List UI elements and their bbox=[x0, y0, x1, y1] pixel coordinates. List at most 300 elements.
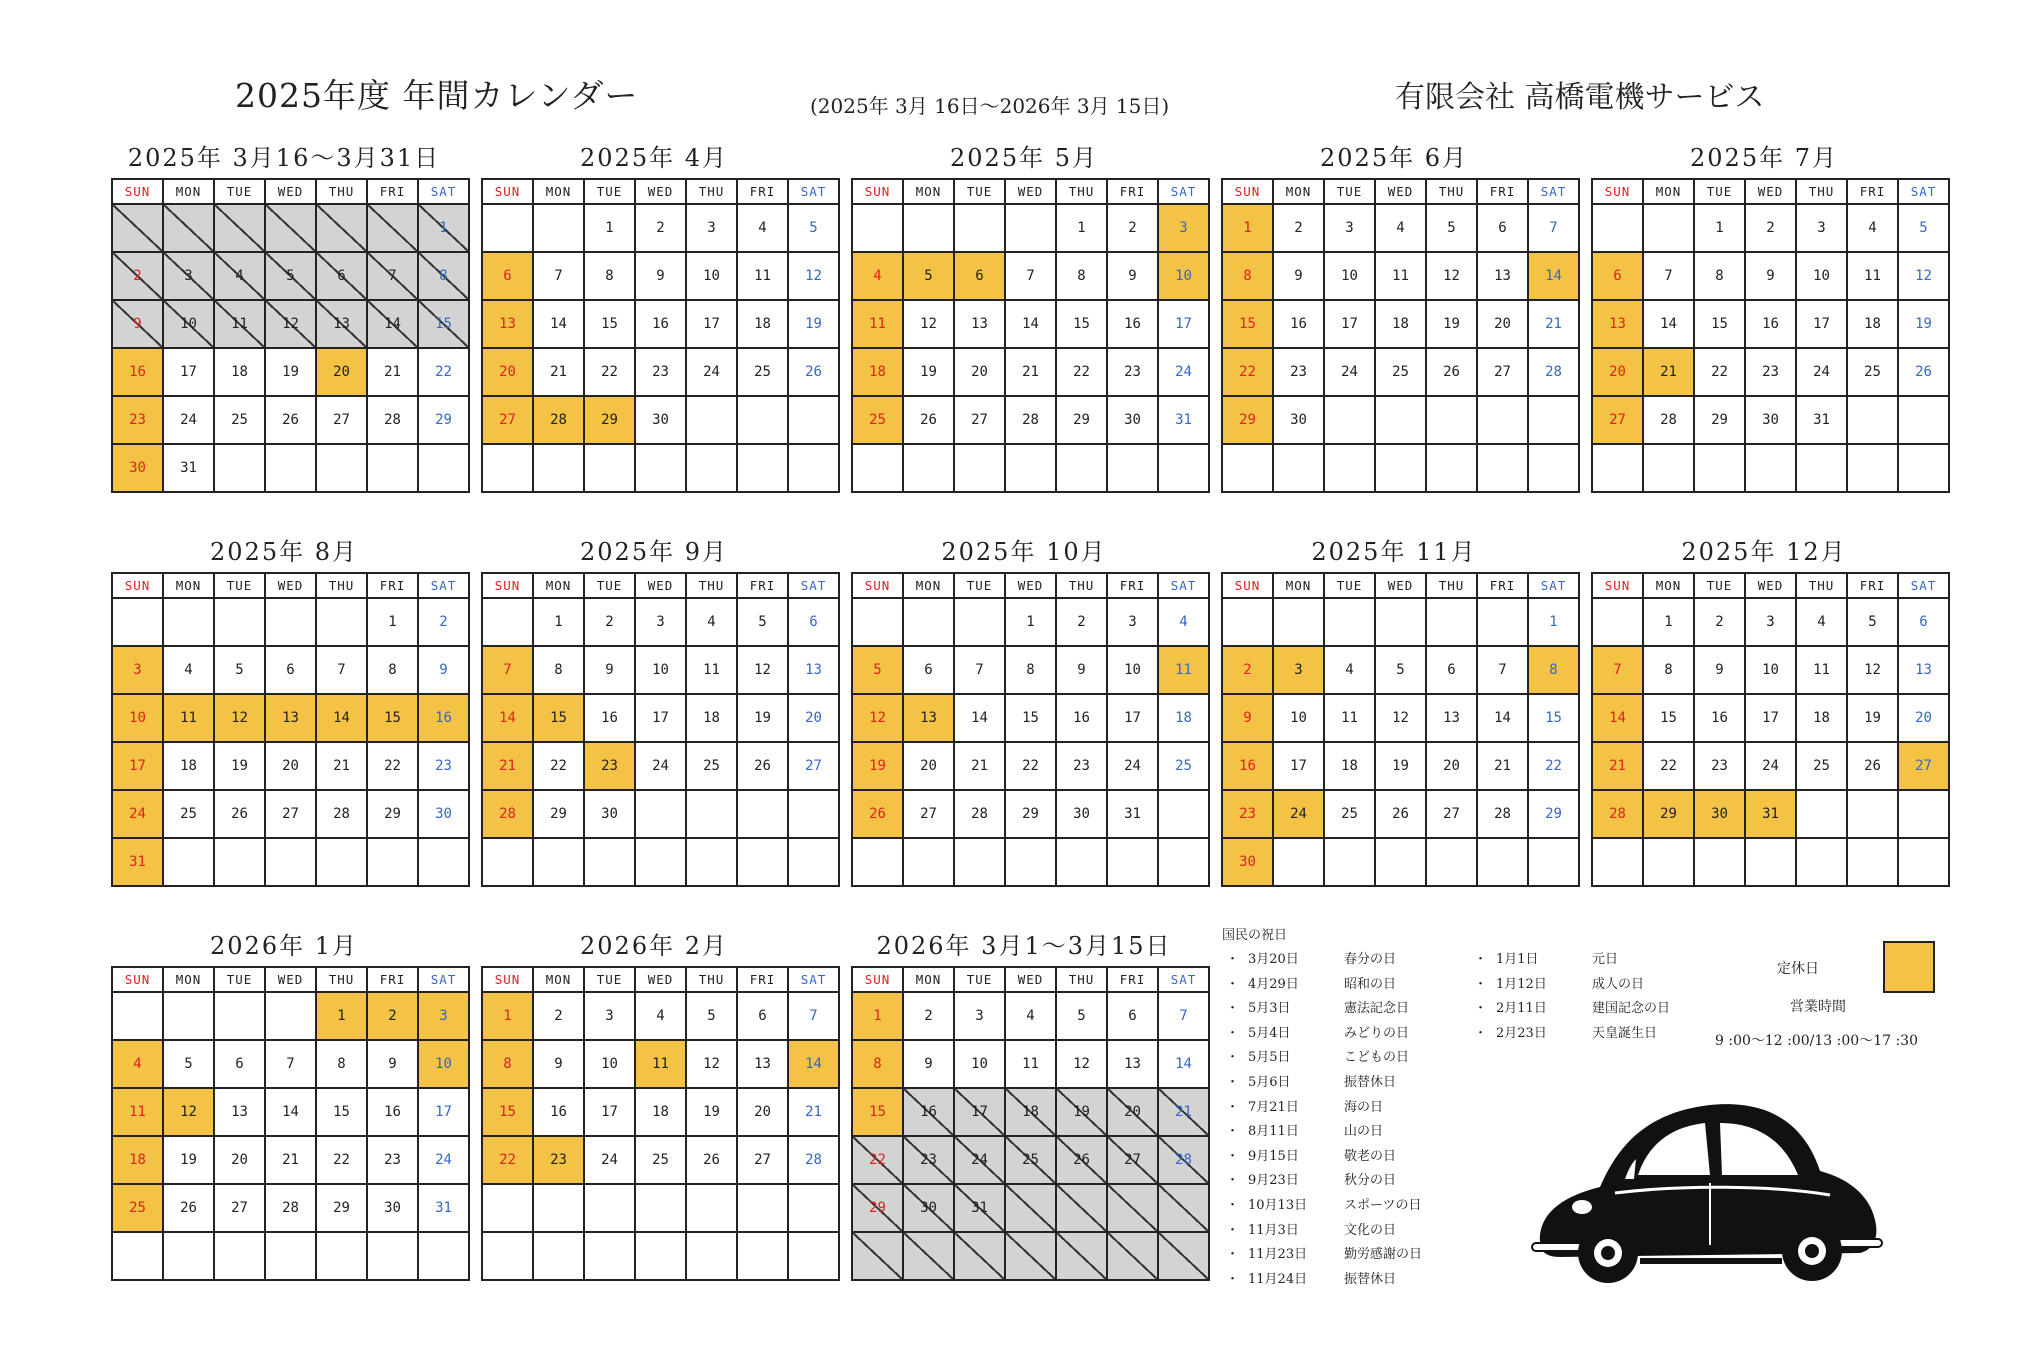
empty-cell bbox=[954, 444, 1005, 492]
empty-cell bbox=[533, 838, 584, 886]
day-cell: 10 bbox=[954, 1040, 1005, 1088]
day-cell: 19 bbox=[852, 742, 903, 790]
day-cell: 10 bbox=[1107, 646, 1158, 694]
day-cell: 7 bbox=[788, 992, 839, 1040]
day-cell: 10 bbox=[1324, 252, 1375, 300]
day-cell: 7 bbox=[316, 646, 367, 694]
day-cell: 30 bbox=[1694, 790, 1745, 838]
empty-cell bbox=[1324, 396, 1375, 444]
day-cell: 19 bbox=[1056, 1088, 1107, 1136]
day-cell: 12 bbox=[788, 252, 839, 300]
day-cell: 23 bbox=[903, 1136, 954, 1184]
month-title: 2025年 3月16～3月31日 bbox=[127, 144, 441, 172]
day-cell: 16 bbox=[533, 1088, 584, 1136]
empty-cell bbox=[852, 598, 903, 646]
day-cell: 15 bbox=[367, 694, 418, 742]
empty-cell bbox=[1056, 1184, 1107, 1232]
day-cell: 1 bbox=[1694, 204, 1745, 252]
day-cell: 7 bbox=[265, 1040, 316, 1088]
holiday-item bbox=[1226, 1071, 1436, 1089]
day-cell: 26 bbox=[852, 790, 903, 838]
empty-cell bbox=[1796, 790, 1847, 838]
day-cell: 14 bbox=[1528, 252, 1579, 300]
day-cell: 11 bbox=[163, 694, 214, 742]
day-cell: 5 bbox=[1056, 992, 1107, 1040]
day-cell: 10 bbox=[1745, 646, 1796, 694]
day-cell: 29 bbox=[1005, 790, 1056, 838]
day-cell: 30 bbox=[1107, 396, 1158, 444]
day-cell: 18 bbox=[1796, 694, 1847, 742]
day-cell: 21 bbox=[954, 742, 1005, 790]
day-cell: 26 bbox=[1898, 348, 1949, 396]
month-calendar bbox=[1591, 178, 1950, 493]
holiday-item bbox=[1226, 948, 1436, 966]
holiday-date: 8月11日 bbox=[1248, 1124, 1299, 1140]
closed-day-swatch bbox=[1883, 941, 1935, 993]
day-cell: 6 bbox=[1107, 992, 1158, 1040]
day-cell: 8 bbox=[367, 646, 418, 694]
day-cell: 4 bbox=[737, 204, 788, 252]
holiday-date: 5月3日 bbox=[1248, 1001, 1291, 1017]
weekday-header: MON bbox=[1643, 179, 1694, 204]
weekday-header: THU bbox=[686, 179, 737, 204]
day-cell: 5 bbox=[1847, 598, 1898, 646]
day-cell: 14 bbox=[1592, 694, 1643, 742]
day-cell: 2 bbox=[1107, 204, 1158, 252]
day-cell: 14 bbox=[788, 1040, 839, 1088]
day-cell: 25 bbox=[635, 1136, 686, 1184]
month-title: 2025年 9月 bbox=[580, 538, 728, 566]
weekday-header: MON bbox=[1273, 573, 1324, 598]
day-cell: 29 bbox=[316, 1184, 367, 1232]
empty-cell bbox=[316, 598, 367, 646]
day-cell: 10 bbox=[1796, 252, 1847, 300]
month-calendar bbox=[851, 966, 1210, 1281]
day-cell: 29 bbox=[584, 396, 635, 444]
holiday-name: 振替休日 bbox=[1344, 1075, 1397, 1090]
day-cell: 18 bbox=[1158, 694, 1209, 742]
empty-cell bbox=[214, 1232, 265, 1280]
day-cell: 14 bbox=[533, 300, 584, 348]
holiday-item bbox=[1226, 1219, 1436, 1237]
day-cell: 8 bbox=[1643, 646, 1694, 694]
day-cell: 18 bbox=[635, 1088, 686, 1136]
day-cell: 1 bbox=[852, 992, 903, 1040]
weekday-header: THU bbox=[316, 967, 367, 992]
day-cell: 17 bbox=[1745, 694, 1796, 742]
day-cell: 4 bbox=[112, 1040, 163, 1088]
day-cell: 3 bbox=[418, 992, 469, 1040]
day-cell: 22 bbox=[367, 742, 418, 790]
day-cell: 3 bbox=[112, 646, 163, 694]
empty-cell bbox=[788, 790, 839, 838]
day-cell: 3 bbox=[163, 252, 214, 300]
day-cell: 25 bbox=[1158, 742, 1209, 790]
day-cell: 21 bbox=[482, 742, 533, 790]
day-cell: 8 bbox=[852, 1040, 903, 1088]
day-cell: 28 bbox=[1643, 396, 1694, 444]
empty-cell bbox=[1847, 396, 1898, 444]
day-cell: 24 bbox=[954, 1136, 1005, 1184]
empty-cell bbox=[1107, 444, 1158, 492]
day-cell: 23 bbox=[1222, 790, 1273, 838]
holiday-name: 成人の日 bbox=[1592, 976, 1645, 992]
holiday-name: 山の日 bbox=[1344, 1124, 1384, 1140]
day-cell: 4 bbox=[1375, 204, 1426, 252]
holiday-date: 2月11日 bbox=[1496, 1001, 1547, 1017]
day-cell: 22 bbox=[316, 1136, 367, 1184]
day-cell: 28 bbox=[482, 790, 533, 838]
day-cell: 28 bbox=[533, 396, 584, 444]
weekday-header: FRI bbox=[737, 967, 788, 992]
empty-cell bbox=[214, 838, 265, 886]
holiday-name: 秋分の日 bbox=[1344, 1173, 1397, 1189]
bullet-icon: ・ bbox=[1226, 1075, 1240, 1090]
day-cell: 3 bbox=[635, 598, 686, 646]
empty-cell bbox=[1056, 1232, 1107, 1280]
weekday-header: SUN bbox=[1222, 573, 1273, 598]
day-cell: 21 bbox=[1477, 742, 1528, 790]
day-cell: 15 bbox=[1005, 694, 1056, 742]
day-cell: 4 bbox=[686, 598, 737, 646]
empty-cell bbox=[852, 444, 903, 492]
weekday-header: SUN bbox=[852, 179, 903, 204]
day-cell: 6 bbox=[265, 646, 316, 694]
weekday-header: SAT bbox=[1528, 573, 1579, 598]
weekday-header: TUE bbox=[214, 967, 265, 992]
bullet-icon: ・ bbox=[1226, 1124, 1240, 1140]
day-cell: 9 bbox=[1694, 646, 1745, 694]
day-cell: 27 bbox=[1426, 790, 1477, 838]
day-cell: 25 bbox=[1324, 790, 1375, 838]
empty-cell bbox=[852, 204, 903, 252]
empty-cell bbox=[1005, 838, 1056, 886]
weekday-header: WED bbox=[265, 967, 316, 992]
day-cell: 30 bbox=[1222, 838, 1273, 886]
empty-cell bbox=[1056, 838, 1107, 886]
day-cell: 9 bbox=[418, 646, 469, 694]
empty-cell bbox=[1324, 598, 1375, 646]
day-cell: 18 bbox=[163, 742, 214, 790]
day-cell: 31 bbox=[1107, 790, 1158, 838]
day-cell: 31 bbox=[954, 1184, 1005, 1232]
day-cell: 21 bbox=[316, 742, 367, 790]
day-cell: 2 bbox=[112, 252, 163, 300]
day-cell: 18 bbox=[686, 694, 737, 742]
day-cell: 28 bbox=[1158, 1136, 1209, 1184]
empty-cell bbox=[112, 1232, 163, 1280]
holiday-item bbox=[1474, 973, 1684, 991]
day-cell: 11 bbox=[852, 300, 903, 348]
day-cell: 20 bbox=[737, 1088, 788, 1136]
day-cell: 5 bbox=[1375, 646, 1426, 694]
day-cell: 27 bbox=[265, 790, 316, 838]
empty-cell bbox=[1528, 838, 1579, 886]
empty-cell bbox=[482, 444, 533, 492]
weekday-header: FRI bbox=[1107, 573, 1158, 598]
holiday-item bbox=[1474, 948, 1684, 966]
holiday-date: 5月4日 bbox=[1248, 1025, 1291, 1041]
weekday-header: FRI bbox=[367, 573, 418, 598]
day-cell: 24 bbox=[1158, 348, 1209, 396]
holiday-date: 5月6日 bbox=[1248, 1075, 1291, 1090]
weekday-header: MON bbox=[163, 179, 214, 204]
day-cell: 31 bbox=[1158, 396, 1209, 444]
day-cell: 18 bbox=[1847, 300, 1898, 348]
day-cell: 9 bbox=[635, 252, 686, 300]
holiday-item bbox=[1226, 1096, 1436, 1114]
day-cell: 13 bbox=[1107, 1040, 1158, 1088]
empty-cell bbox=[1592, 598, 1643, 646]
weekday-header: WED bbox=[1375, 573, 1426, 598]
day-cell: 14 bbox=[316, 694, 367, 742]
day-cell: 15 bbox=[852, 1088, 903, 1136]
bullet-icon: ・ bbox=[1226, 1222, 1240, 1238]
empty-cell bbox=[954, 1232, 1005, 1280]
day-cell: 23 bbox=[1056, 742, 1107, 790]
empty-cell bbox=[1158, 838, 1209, 886]
empty-cell bbox=[635, 790, 686, 838]
day-cell: 16 bbox=[1222, 742, 1273, 790]
weekday-header: WED bbox=[635, 573, 686, 598]
day-cell: 2 bbox=[533, 992, 584, 1040]
month-title: 2025年 10月 bbox=[941, 538, 1107, 566]
day-cell: 16 bbox=[418, 694, 469, 742]
day-cell: 4 bbox=[1324, 646, 1375, 694]
day-cell: 22 bbox=[533, 742, 584, 790]
day-cell: 25 bbox=[1005, 1136, 1056, 1184]
day-cell: 23 bbox=[418, 742, 469, 790]
day-cell: 20 bbox=[214, 1136, 265, 1184]
empty-cell bbox=[112, 598, 163, 646]
empty-cell bbox=[1796, 838, 1847, 886]
weekday-header: THU bbox=[1426, 179, 1477, 204]
empty-cell bbox=[1847, 790, 1898, 838]
empty-cell bbox=[1643, 444, 1694, 492]
day-cell: 2 bbox=[367, 992, 418, 1040]
month-calendar bbox=[851, 178, 1210, 493]
empty-cell bbox=[1375, 838, 1426, 886]
weekday-header: MON bbox=[163, 967, 214, 992]
day-cell: 7 bbox=[367, 252, 418, 300]
day-cell: 26 bbox=[265, 396, 316, 444]
day-cell: 15 bbox=[482, 1088, 533, 1136]
weekday-header: FRI bbox=[1847, 573, 1898, 598]
day-cell: 4 bbox=[1847, 204, 1898, 252]
day-cell: 10 bbox=[163, 300, 214, 348]
holiday-item bbox=[1474, 997, 1684, 1015]
day-cell: 16 bbox=[635, 300, 686, 348]
empty-cell bbox=[265, 444, 316, 492]
day-cell: 1 bbox=[1222, 204, 1273, 252]
day-cell: 14 bbox=[1477, 694, 1528, 742]
day-cell: 17 bbox=[954, 1088, 1005, 1136]
day-cell: 2 bbox=[1056, 598, 1107, 646]
day-cell: 13 bbox=[1426, 694, 1477, 742]
bullet-icon: ・ bbox=[1474, 1001, 1488, 1017]
day-cell: 7 bbox=[1592, 646, 1643, 694]
empty-cell bbox=[788, 838, 839, 886]
day-cell: 28 bbox=[1005, 396, 1056, 444]
weekday-header: MON bbox=[533, 573, 584, 598]
empty-cell bbox=[316, 444, 367, 492]
empty-cell bbox=[1107, 1184, 1158, 1232]
holiday-name: 勤労感謝の日 bbox=[1344, 1247, 1423, 1263]
day-cell: 5 bbox=[1898, 204, 1949, 252]
day-cell: 24 bbox=[112, 790, 163, 838]
day-cell: 4 bbox=[635, 992, 686, 1040]
weekday-header: FRI bbox=[1107, 179, 1158, 204]
empty-cell bbox=[852, 838, 903, 886]
day-cell: 27 bbox=[1898, 742, 1949, 790]
weekday-header: SAT bbox=[788, 967, 839, 992]
day-cell: 6 bbox=[1592, 252, 1643, 300]
day-cell: 17 bbox=[1107, 694, 1158, 742]
day-cell: 10 bbox=[686, 252, 737, 300]
empty-cell bbox=[1222, 598, 1273, 646]
day-cell: 27 bbox=[1592, 396, 1643, 444]
day-cell: 4 bbox=[214, 252, 265, 300]
holiday-date: 1月1日 bbox=[1496, 952, 1539, 967]
empty-cell bbox=[1158, 1184, 1209, 1232]
month-calendar bbox=[481, 966, 840, 1281]
empty-cell bbox=[265, 992, 316, 1040]
day-cell: 22 bbox=[1643, 742, 1694, 790]
day-cell: 29 bbox=[1694, 396, 1745, 444]
holiday-date: 3月20日 bbox=[1248, 952, 1299, 967]
day-cell: 2 bbox=[584, 598, 635, 646]
day-cell: 25 bbox=[1847, 348, 1898, 396]
day-cell: 7 bbox=[1005, 252, 1056, 300]
day-cell: 16 bbox=[1107, 300, 1158, 348]
weekday-header: WED bbox=[1745, 573, 1796, 598]
day-cell: 10 bbox=[112, 694, 163, 742]
day-cell: 30 bbox=[903, 1184, 954, 1232]
empty-cell bbox=[1005, 204, 1056, 252]
day-cell: 8 bbox=[482, 1040, 533, 1088]
empty-cell bbox=[1694, 838, 1745, 886]
day-cell: 2 bbox=[1745, 204, 1796, 252]
empty-cell bbox=[163, 598, 214, 646]
day-cell: 5 bbox=[265, 252, 316, 300]
day-cell: 21 bbox=[265, 1136, 316, 1184]
empty-cell bbox=[1745, 838, 1796, 886]
empty-cell bbox=[1898, 444, 1949, 492]
empty-cell bbox=[1847, 838, 1898, 886]
day-cell: 22 bbox=[1005, 742, 1056, 790]
holiday-date: 10月13日 bbox=[1248, 1198, 1308, 1213]
day-cell: 5 bbox=[686, 992, 737, 1040]
day-cell: 1 bbox=[533, 598, 584, 646]
day-cell: 19 bbox=[163, 1136, 214, 1184]
weekday-header: THU bbox=[1796, 573, 1847, 598]
empty-cell bbox=[954, 838, 1005, 886]
weekday-header: MON bbox=[903, 967, 954, 992]
weekday-header: WED bbox=[1375, 179, 1426, 204]
empty-cell bbox=[903, 838, 954, 886]
bullet-icon: ・ bbox=[1226, 952, 1240, 967]
weekday-header: TUE bbox=[1324, 573, 1375, 598]
business-hours: 9 :00～12 :00/13 :00～17 :30 bbox=[1715, 1033, 1918, 1049]
day-cell: 16 bbox=[112, 348, 163, 396]
day-cell: 19 bbox=[1375, 742, 1426, 790]
weekday-header: SAT bbox=[1158, 967, 1209, 992]
day-cell: 23 bbox=[112, 396, 163, 444]
weekday-header: SUN bbox=[482, 967, 533, 992]
day-cell: 12 bbox=[1056, 1040, 1107, 1088]
day-cell: 26 bbox=[163, 1184, 214, 1232]
empty-cell bbox=[418, 444, 469, 492]
day-cell: 3 bbox=[1796, 204, 1847, 252]
empty-cell bbox=[1005, 444, 1056, 492]
day-cell: 17 bbox=[418, 1088, 469, 1136]
day-cell: 8 bbox=[1222, 252, 1273, 300]
empty-cell bbox=[265, 598, 316, 646]
weekday-header: FRI bbox=[367, 967, 418, 992]
day-cell: 13 bbox=[788, 646, 839, 694]
weekday-header: SAT bbox=[418, 967, 469, 992]
car-icon bbox=[1532, 1104, 1882, 1283]
day-cell: 29 bbox=[418, 396, 469, 444]
day-cell: 3 bbox=[1745, 598, 1796, 646]
empty-cell bbox=[163, 992, 214, 1040]
day-cell: 13 bbox=[954, 300, 1005, 348]
holiday-date: 1月12日 bbox=[1496, 976, 1547, 992]
day-cell: 8 bbox=[533, 646, 584, 694]
day-cell: 21 bbox=[1592, 742, 1643, 790]
empty-cell bbox=[316, 838, 367, 886]
day-cell: 20 bbox=[265, 742, 316, 790]
weekday-header: THU bbox=[1056, 179, 1107, 204]
day-cell: 7 bbox=[533, 252, 584, 300]
day-cell: 6 bbox=[737, 992, 788, 1040]
holiday-date: 4月29日 bbox=[1248, 976, 1299, 992]
day-cell: 31 bbox=[163, 444, 214, 492]
day-cell: 11 bbox=[737, 252, 788, 300]
day-cell: 17 bbox=[163, 348, 214, 396]
day-cell: 17 bbox=[1273, 742, 1324, 790]
company-name: 有限会社 高橋電機サービス bbox=[1395, 80, 1765, 115]
day-cell: 20 bbox=[1898, 694, 1949, 742]
business-hours-label: 営業時間 bbox=[1790, 999, 1846, 1015]
day-cell: 27 bbox=[214, 1184, 265, 1232]
empty-cell bbox=[584, 1184, 635, 1232]
empty-cell bbox=[1426, 396, 1477, 444]
day-cell: 7 bbox=[1477, 646, 1528, 694]
day-cell: 12 bbox=[214, 694, 265, 742]
month-calendar bbox=[851, 572, 1210, 887]
empty-cell bbox=[1592, 838, 1643, 886]
day-cell: 6 bbox=[482, 252, 533, 300]
empty-cell bbox=[533, 204, 584, 252]
day-cell: 28 bbox=[1477, 790, 1528, 838]
month-calendar bbox=[111, 178, 470, 493]
day-cell: 15 bbox=[584, 300, 635, 348]
day-cell: 11 bbox=[686, 646, 737, 694]
weekday-header: THU bbox=[686, 573, 737, 598]
empty-cell bbox=[1158, 790, 1209, 838]
month-calendar bbox=[111, 572, 470, 887]
day-cell: 29 bbox=[1528, 790, 1579, 838]
holiday-name: 昭和の日 bbox=[1344, 976, 1397, 992]
empty-cell bbox=[1477, 444, 1528, 492]
month-title: 2025年 12月 bbox=[1681, 538, 1847, 566]
day-cell: 11 bbox=[1005, 1040, 1056, 1088]
day-cell: 23 bbox=[1745, 348, 1796, 396]
holiday-name: 文化の日 bbox=[1344, 1222, 1397, 1238]
day-cell: 8 bbox=[1056, 252, 1107, 300]
day-cell: 18 bbox=[1375, 300, 1426, 348]
